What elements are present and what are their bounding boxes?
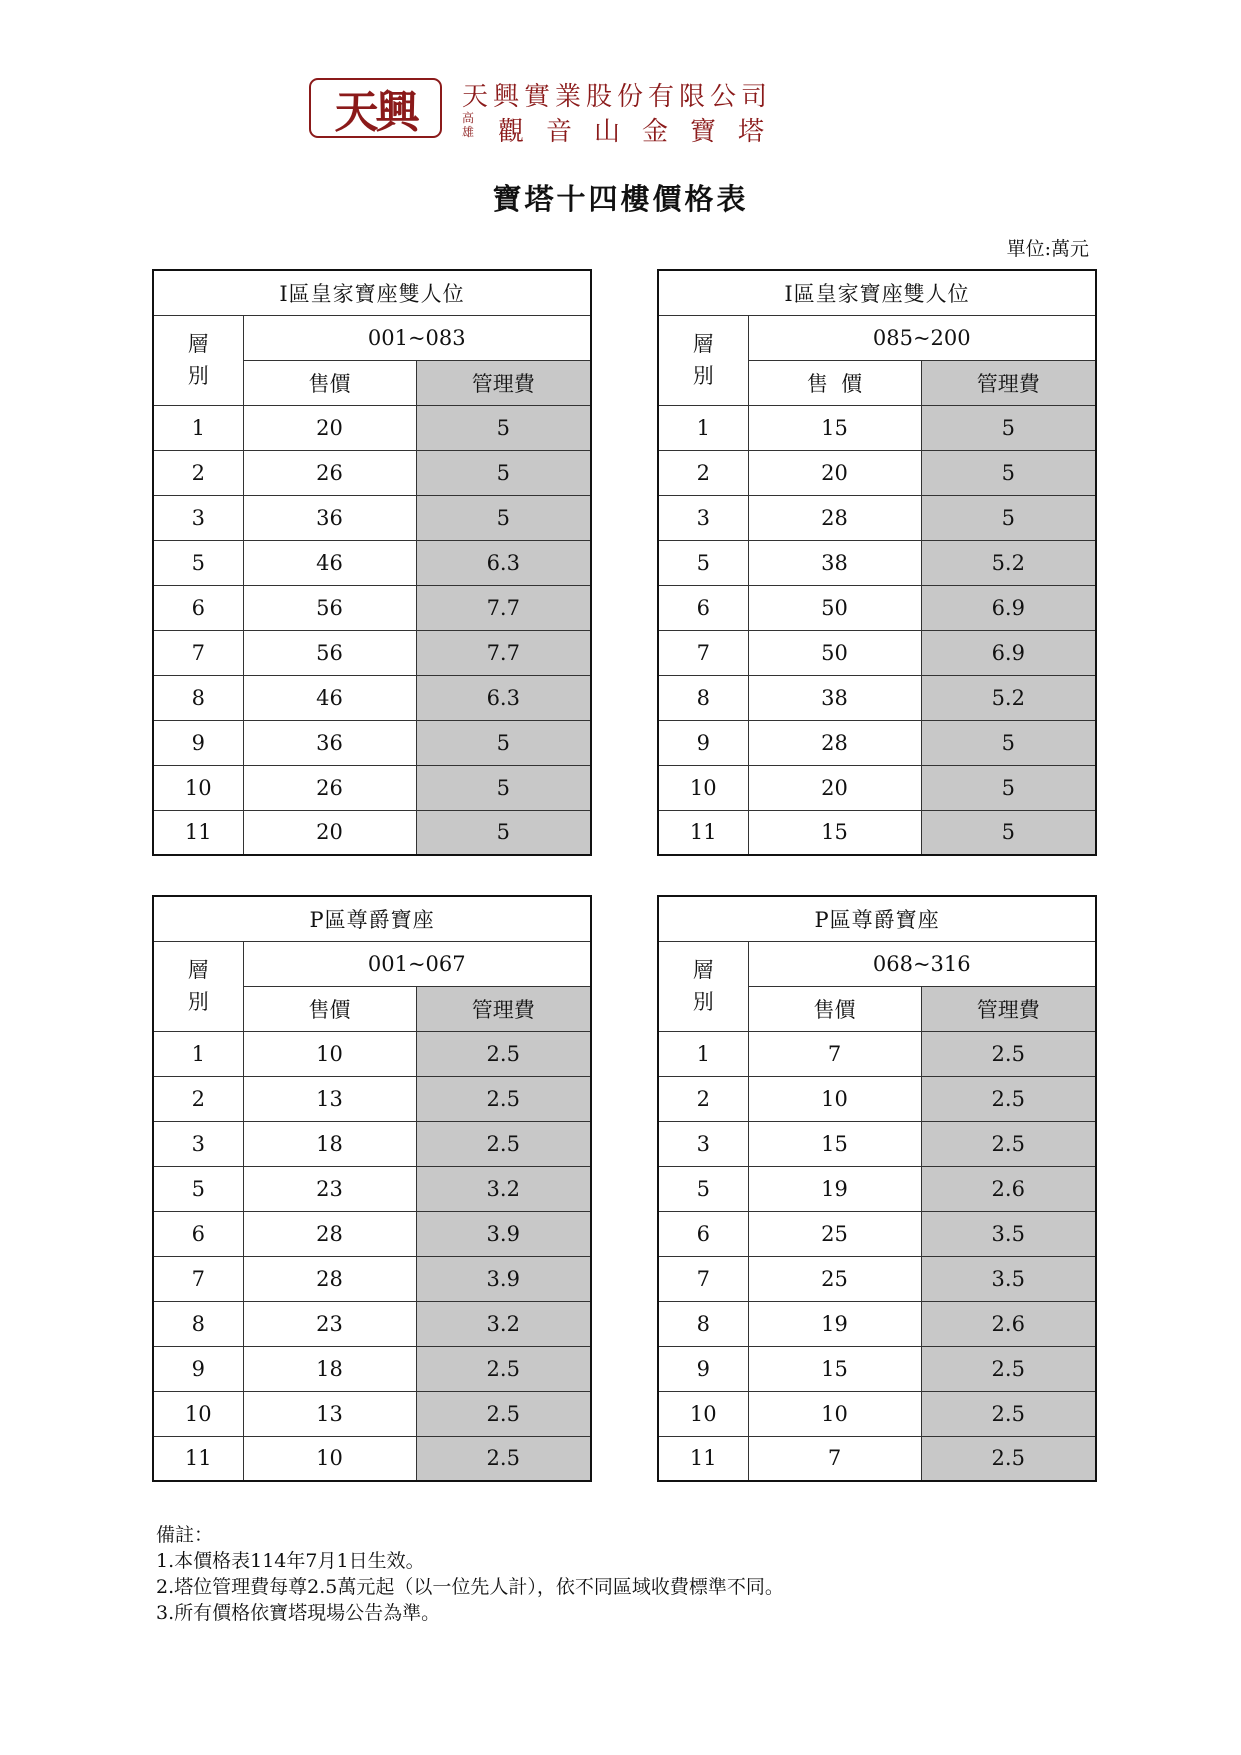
price-column-header: 售價 [748, 986, 921, 1031]
table-row [658, 540, 1096, 585]
price-column-header: 售 價 [748, 360, 921, 405]
fee-column-header: 管理費 [416, 986, 591, 1031]
floor-column-header [658, 941, 748, 1031]
fee-cell: 2.5 [921, 1076, 1096, 1121]
price-cell: 18 [243, 1346, 416, 1391]
fee-cell: 2.6 [921, 1166, 1096, 1211]
fee-cell: 5 [921, 765, 1096, 810]
floor-column-header [153, 315, 243, 405]
floor-cell: 1 [658, 1031, 748, 1076]
price-cell: 10 [243, 1436, 416, 1481]
price-cell: 7 [748, 1031, 921, 1076]
floor-cell: 10 [153, 765, 243, 810]
page-header [309, 76, 869, 146]
fee-column-header: 管理費 [921, 360, 1096, 405]
seat-range: 085~200 [748, 315, 1096, 360]
fee-cell: 5 [921, 450, 1096, 495]
range-row [658, 941, 1096, 986]
table-title: P區尊爵寶座 [658, 896, 1096, 941]
price-cell: 13 [243, 1076, 416, 1121]
floor-cell: 10 [658, 765, 748, 810]
floor-label-top: 層 [692, 332, 714, 356]
fee-cell: 5 [416, 720, 591, 765]
floor-cell: 2 [153, 450, 243, 495]
table-row [658, 1256, 1096, 1301]
price-cell: 20 [243, 405, 416, 450]
table-title: I區皇家寶座雙人位 [658, 270, 1096, 315]
price-cell: 23 [243, 1301, 416, 1346]
seat-range: 001~067 [243, 941, 591, 986]
floor-cell: 9 [153, 720, 243, 765]
price-cell: 10 [243, 1031, 416, 1076]
facility-name: 觀音山金寶塔 [498, 117, 787, 147]
note-item: 1.本價格表114年7月1日生效。 [156, 1550, 425, 1572]
table-row [153, 1391, 591, 1436]
fee-cell: 3.9 [416, 1256, 591, 1301]
floor-column-header [153, 941, 243, 1031]
table-row [153, 1256, 591, 1301]
table-row [153, 1301, 591, 1346]
table-title-row [658, 896, 1096, 941]
floor-cell: 3 [658, 495, 748, 540]
floor-cell: 11 [658, 1436, 748, 1481]
fee-cell: 2.5 [921, 1121, 1096, 1166]
table-title: P區尊爵寶座 [153, 896, 591, 941]
fee-cell: 5.2 [921, 540, 1096, 585]
price-cell: 13 [243, 1391, 416, 1436]
table-title: I區皇家寶座雙人位 [153, 270, 591, 315]
floor-cell: 7 [658, 1256, 748, 1301]
floor-cell: 5 [153, 1166, 243, 1211]
table-row [153, 585, 591, 630]
price-table-3 [152, 895, 592, 1482]
fee-cell: 3.9 [416, 1211, 591, 1256]
range-row [153, 941, 591, 986]
price-cell: 7 [748, 1436, 921, 1481]
price-cell: 19 [748, 1301, 921, 1346]
price-cell: 20 [748, 450, 921, 495]
note-item: 3.所有價格依寶塔現場公告為準。 [156, 1602, 441, 1624]
fee-cell: 7.7 [416, 585, 591, 630]
price-cell: 28 [748, 720, 921, 765]
floor-cell: 7 [153, 1256, 243, 1301]
fee-cell: 2.5 [416, 1031, 591, 1076]
floor-cell: 3 [153, 1121, 243, 1166]
fee-column-header: 管理費 [921, 986, 1096, 1031]
price-cell: 38 [748, 540, 921, 585]
table-row [658, 1346, 1096, 1391]
fee-cell: 6.3 [416, 540, 591, 585]
fee-cell: 5 [921, 405, 1096, 450]
fee-cell: 2.5 [921, 1346, 1096, 1391]
price-table-2 [657, 269, 1097, 856]
facility-location: 高雄 [462, 111, 475, 139]
fee-cell: 5 [921, 720, 1096, 765]
floor-cell: 2 [153, 1076, 243, 1121]
price-cell: 36 [243, 720, 416, 765]
price-cell: 20 [748, 765, 921, 810]
seat-range: 001~083 [243, 315, 591, 360]
table-row [153, 405, 591, 450]
company-name: 天興實業股份有限公司 [462, 82, 773, 112]
floor-cell: 9 [658, 1346, 748, 1391]
fee-cell: 2.5 [416, 1346, 591, 1391]
floor-cell: 11 [153, 1436, 243, 1481]
notes-heading: 備註： [156, 1524, 214, 1546]
table-row [153, 450, 591, 495]
fee-cell: 7.7 [416, 630, 591, 675]
price-cell: 56 [243, 585, 416, 630]
table-row [153, 1166, 591, 1211]
price-cell: 50 [748, 585, 921, 630]
price-column-header: 售價 [243, 986, 416, 1031]
table-row [658, 1211, 1096, 1256]
table-title-row [658, 270, 1096, 315]
fee-cell: 6.9 [921, 585, 1096, 630]
price-cell: 28 [748, 495, 921, 540]
table-row [153, 675, 591, 720]
price-column-header: 售價 [243, 360, 416, 405]
floor-cell: 10 [153, 1391, 243, 1436]
notes-section [156, 1522, 784, 1626]
table-row [658, 1166, 1096, 1211]
floor-cell: 5 [658, 1166, 748, 1211]
price-cell: 28 [243, 1211, 416, 1256]
price-cell: 15 [748, 810, 921, 855]
table-row [658, 720, 1096, 765]
table-row [658, 1436, 1096, 1481]
price-cell: 38 [748, 675, 921, 720]
fee-cell: 5 [416, 765, 591, 810]
fee-cell: 6.9 [921, 630, 1096, 675]
facility-line [462, 111, 882, 147]
floor-label-bottom: 別 [187, 990, 209, 1014]
price-cell: 15 [748, 1346, 921, 1391]
price-cell: 19 [748, 1166, 921, 1211]
company-logo: 天興 [309, 78, 442, 138]
table-row [658, 675, 1096, 720]
table-row [658, 405, 1096, 450]
price-cell: 28 [243, 1256, 416, 1301]
floor-cell: 8 [153, 1301, 243, 1346]
floor-cell: 9 [658, 720, 748, 765]
floor-cell: 1 [153, 1031, 243, 1076]
table-row [658, 585, 1096, 630]
floor-cell: 6 [658, 585, 748, 630]
floor-label-bottom: 別 [692, 990, 714, 1014]
fee-cell: 2.5 [921, 1436, 1096, 1481]
floor-cell: 11 [658, 810, 748, 855]
fee-cell: 2.5 [416, 1391, 591, 1436]
table-row [658, 1031, 1096, 1076]
price-cell: 10 [748, 1391, 921, 1436]
floor-cell: 8 [658, 675, 748, 720]
table-row [658, 765, 1096, 810]
price-cell: 23 [243, 1166, 416, 1211]
table-row [658, 1121, 1096, 1166]
floor-cell: 1 [658, 405, 748, 450]
price-cell: 36 [243, 495, 416, 540]
table-row [153, 765, 591, 810]
table-row [153, 720, 591, 765]
fee-cell: 2.5 [921, 1391, 1096, 1436]
price-cell: 46 [243, 675, 416, 720]
seat-range: 068~316 [748, 941, 1096, 986]
fee-cell: 2.5 [416, 1121, 591, 1166]
floor-cell: 11 [153, 810, 243, 855]
table-title-row [153, 896, 591, 941]
floor-label-bottom: 別 [187, 364, 209, 388]
fee-cell: 5 [921, 810, 1096, 855]
floor-label-top: 層 [187, 958, 209, 982]
price-cell: 10 [748, 1076, 921, 1121]
price-cell: 46 [243, 540, 416, 585]
fee-cell: 2.5 [416, 1436, 591, 1481]
price-cell: 20 [243, 810, 416, 855]
table-row [153, 1076, 591, 1121]
price-table-4 [657, 895, 1097, 1482]
fee-cell: 3.2 [416, 1166, 591, 1211]
price-cell: 25 [748, 1256, 921, 1301]
table-row [658, 495, 1096, 540]
price-table-1 [152, 269, 592, 856]
fee-cell: 2.6 [921, 1301, 1096, 1346]
table-row [153, 540, 591, 585]
fee-cell: 5.2 [921, 675, 1096, 720]
floor-cell: 8 [153, 675, 243, 720]
price-cell: 50 [748, 630, 921, 675]
table-row [153, 1346, 591, 1391]
fee-cell: 5 [921, 495, 1096, 540]
fee-cell: 2.5 [921, 1031, 1096, 1076]
table-row [658, 450, 1096, 495]
fee-cell: 2.5 [416, 1076, 591, 1121]
fee-cell: 3.5 [921, 1256, 1096, 1301]
fee-cell: 6.3 [416, 675, 591, 720]
range-row [658, 315, 1096, 360]
floor-cell: 2 [658, 1076, 748, 1121]
table-row [658, 630, 1096, 675]
price-cell: 26 [243, 765, 416, 810]
floor-cell: 9 [153, 1346, 243, 1391]
table-row [153, 810, 591, 855]
floor-cell: 5 [153, 540, 243, 585]
price-cell: 18 [243, 1121, 416, 1166]
floor-cell: 7 [658, 630, 748, 675]
floor-cell: 8 [658, 1301, 748, 1346]
floor-label-bottom: 別 [692, 364, 714, 388]
table-row [153, 1031, 591, 1076]
floor-cell: 2 [658, 450, 748, 495]
floor-cell: 3 [658, 1121, 748, 1166]
table-row [153, 630, 591, 675]
range-row [153, 315, 591, 360]
floor-cell: 1 [153, 405, 243, 450]
fee-cell: 5 [416, 495, 591, 540]
fee-cell: 5 [416, 405, 591, 450]
fee-cell: 5 [416, 810, 591, 855]
table-row [153, 1211, 591, 1256]
floor-cell: 6 [153, 1211, 243, 1256]
price-cell: 25 [748, 1211, 921, 1256]
floor-cell: 6 [153, 585, 243, 630]
table-row [153, 1121, 591, 1166]
price-cell: 15 [748, 405, 921, 450]
floor-cell: 10 [658, 1391, 748, 1436]
floor-label-top: 層 [187, 332, 209, 356]
note-item: 2.塔位管理費每尊2.5萬元起（以一位先人計），依不同區域收費標準不同。 [156, 1576, 784, 1598]
floor-cell: 3 [153, 495, 243, 540]
table-row [658, 810, 1096, 855]
table-row [153, 1436, 591, 1481]
floor-label-top: 層 [692, 958, 714, 982]
page-title: 寶塔十四樓價格表 [492, 182, 749, 216]
fee-cell: 5 [416, 450, 591, 495]
floor-cell: 5 [658, 540, 748, 585]
table-row [658, 1076, 1096, 1121]
table-title-row [153, 270, 591, 315]
price-cell: 15 [748, 1121, 921, 1166]
floor-column-header [658, 315, 748, 405]
table-row [658, 1391, 1096, 1436]
price-cell: 56 [243, 630, 416, 675]
floor-cell: 7 [153, 630, 243, 675]
fee-cell: 3.5 [921, 1211, 1096, 1256]
fee-cell: 3.2 [416, 1301, 591, 1346]
fee-column-header: 管理費 [416, 360, 591, 405]
price-cell: 26 [243, 450, 416, 495]
table-row [153, 495, 591, 540]
floor-cell: 6 [658, 1211, 748, 1256]
table-row [658, 1301, 1096, 1346]
unit-label: 單位:萬元 [1006, 238, 1089, 260]
